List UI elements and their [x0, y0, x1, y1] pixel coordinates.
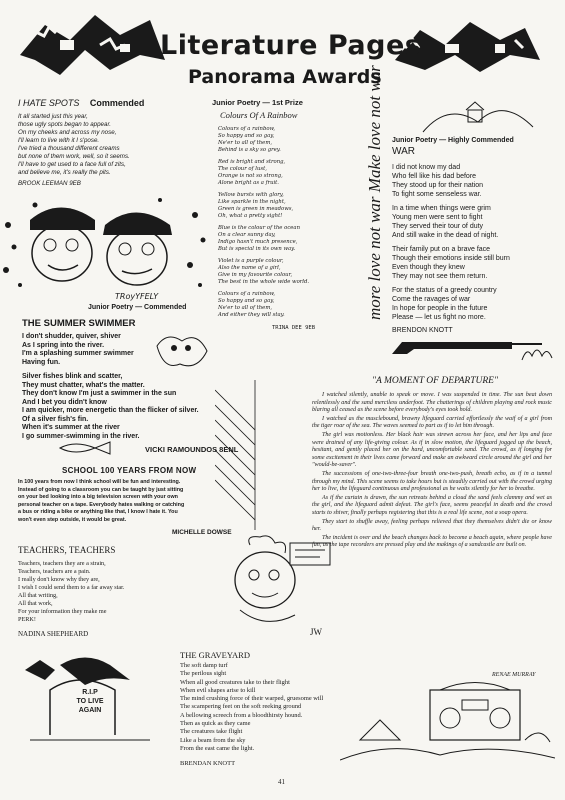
graveyard-author: BRENDAN KNOTT	[180, 760, 236, 767]
poem-line: And I bet you didn't know	[22, 398, 107, 406]
hate-spots-title: I HATE SPOTS	[18, 98, 80, 108]
poem-line: The scampering feet on the soft reeking ground	[180, 703, 302, 711]
text-line: won't even step outside, it would be great.	[18, 516, 127, 523]
poem-line: As I spring into the river.	[22, 341, 105, 349]
teachers-author: NADINA SHEPHEARD	[18, 630, 89, 638]
poem-line: I don't shudder, quiver, shiver	[22, 333, 121, 340]
war-author: BRENDON KNOTT	[392, 327, 453, 334]
war-poem	[392, 137, 557, 334]
make-love-not-war-vertical: more love not war Make love not war	[365, 65, 384, 320]
poem-line: A bellowing screech from a bloodthirsty hound.	[180, 711, 303, 719]
poem-line: Like sparkle in the night,	[218, 199, 286, 205]
poem-line: Having fun.	[22, 358, 61, 366]
summer-stanza-2	[22, 373, 199, 441]
poem-line: Like a beam from the sky	[180, 736, 246, 744]
stanza	[218, 258, 362, 286]
colours-poem	[212, 98, 362, 332]
poem-line: On a clear sunny day,	[218, 232, 276, 238]
stanza	[392, 245, 557, 281]
tombstone-text	[55, 688, 125, 715]
paragraph: The girl was motionless. Her black hair was strewn across her face, and her lips and face were drained of any life-giving colour. As if in slow motion, the lifeguard jogged up the beach, hesitant, and gently placed her on the hard, uncomfortable sand. The crowd, as if longing for some excitement in their lives came forward and make an awkward circle around the girl and her "would-be-saver".	[312, 431, 552, 469]
colours-author: TRINA DEE 9EB	[272, 325, 316, 331]
poem-line: Indigo hasn't much presence,	[218, 239, 298, 245]
poem-line: The mind crushing force of their warped, gruesome will	[180, 695, 324, 703]
text-line: a bus or riding a bike or anything like that, I know I hate it. You	[18, 509, 178, 516]
text-line: In 100 years from now I think school will be fun and interesting.	[18, 479, 181, 485]
poem-line: Though their emotions inside still burn	[392, 255, 510, 262]
graveyard-title: THE GRAVEYARD	[180, 650, 250, 660]
poem-line: And either they will stay.	[218, 312, 285, 318]
paragraph: As if the curtain is drawn, the sun retreats behind a cloud the sand feels clammy and wet as the girl, and the lifeguard admit defeat. The girl's face, seems peaceful in death and the crowd starts to shiver, finally perhaps registering that this is a real life scene, not a soap opera.	[312, 494, 552, 516]
poem-line: And still wake in the dead of night.	[392, 232, 499, 239]
departure-author: RENAE MURRAY	[492, 672, 536, 678]
poem-line: Green is green in meadows,	[218, 206, 294, 212]
paragraph: The incident is over and the beach changes back to become a beach again, where people have fun, as the tape recorders are pressed play and the makings of a sandcastle are built on.	[312, 534, 552, 549]
page-number: 41	[278, 778, 285, 786]
poem-line: and believe me, it's really the pits.	[18, 169, 111, 176]
poem-line: Of a silver fish's fin.	[22, 415, 89, 423]
poem-line: The perilous sight	[180, 670, 227, 678]
departure-title: "A MOMENT OF DEPARTURE"	[372, 376, 498, 386]
school-text	[18, 479, 223, 525]
poem-line: For your information they make me	[18, 608, 107, 615]
poem-line: They stood up for their nation	[392, 182, 484, 189]
text-line: on your bed looking into a big television screen with your own	[18, 494, 178, 501]
poem-line: I've tried a thousand different creams	[18, 145, 120, 152]
poem-line: those ugly spots began to appear.	[18, 121, 111, 128]
departure-body	[312, 392, 552, 551]
poem-line: Oh, what a pretty sight!	[218, 213, 283, 219]
summer-stanza-1	[22, 333, 134, 367]
cartoon-award: Junior Poetry — Commended	[88, 304, 187, 311]
poem-line: Colours of a rainbow,	[218, 291, 276, 297]
poem-line: The soft damp turf	[180, 662, 228, 669]
cartoon-heads-illustration	[0, 185, 210, 315]
tombstone-line: TO LIVE	[76, 698, 104, 705]
poem-line: So happy and so gay,	[218, 298, 275, 304]
poem-line: Teachers, teachers are a pain.	[18, 568, 91, 575]
poem-line: On my cheeks and across my nose,	[18, 129, 117, 136]
poem-line: Blue is the colour of the ocean	[218, 225, 300, 231]
poem-line: I really don't know why they are,	[18, 576, 100, 583]
poem-line: I wish I could send them to a far away star.	[18, 584, 125, 591]
poem-line: When it's summer at the river	[22, 424, 120, 431]
poem-line: Violet is a purple colour,	[218, 258, 284, 264]
poem-line: Young men were sent to fight	[392, 214, 483, 221]
war-stanzas	[392, 163, 557, 322]
page-title: Literature Pages	[160, 30, 422, 61]
hate-spots-lines	[18, 113, 208, 177]
poem-line: I'll have to get used to a face full of zits,	[18, 161, 126, 168]
poem-line: PERK!	[18, 616, 36, 623]
tombstone-line: R.I.P	[82, 689, 98, 696]
poem-line: The creatures take flight	[180, 728, 243, 736]
stanza	[218, 225, 362, 253]
swimmer-sketch-icon	[152, 326, 210, 374]
school-title: SCHOOL 100 YEARS FROM NOW	[62, 466, 197, 475]
summer-author: VICKI RAMOUNDOS 8ENL	[145, 445, 239, 454]
war-title: WAR	[392, 146, 415, 157]
poem-line: I'm a splashing summer swimmer	[22, 350, 134, 357]
poem-line: Colours of a rainbow,	[218, 126, 276, 132]
cartoon-signature: TRoyYFELY	[115, 292, 159, 301]
poem-line: I did not know my dad	[392, 164, 461, 171]
poem-line: I am quicker, more energetic than the flicker of silver.	[22, 407, 199, 414]
fish-sketch-icon	[55, 440, 115, 456]
paragraph: They start to shuffle away, feeling perhaps relieved that they themselves didn't die or know her.	[312, 518, 552, 533]
poem-line: For the status of a greedy country	[392, 287, 497, 294]
poem-line: All that writing,	[18, 592, 58, 599]
graveyard-lines	[180, 662, 323, 753]
poem-line: Ne'er to all of them,	[218, 140, 273, 146]
svg-text:JW: JW	[310, 627, 322, 637]
poem-line: In hope for people in the future	[392, 305, 488, 312]
hate-spots-poem	[18, 98, 208, 188]
poem-line: From the east came the light.	[180, 744, 255, 752]
poem-line: They may not see them return.	[392, 273, 488, 280]
stanza	[218, 192, 362, 220]
poem-line: Red is bright and strong,	[218, 159, 286, 165]
poem-line: Who fell like his dad before	[392, 173, 477, 180]
colours-title: Colours Of A Rainbow	[220, 110, 298, 120]
poem-line: Orange is not so strong,	[218, 173, 283, 179]
poem-line: but none of them work, well, so it seems.	[18, 153, 130, 160]
poem-line: Then as quick as they came	[180, 720, 251, 728]
paragraph: I watched as the musclebound, brawny lifeguard carried effortlessly the waif of a girl from the tiger roar of the sea. The waves seemed to part as if to let him through.	[312, 415, 552, 430]
poem-line: When evil shapes arise to kill	[180, 686, 256, 694]
page-subtitle: Panorama Awards	[188, 66, 382, 88]
stanza	[392, 204, 557, 240]
poem-line: They must chatter, what's the matter.	[22, 381, 145, 389]
hate-spots-author: BROOK LEEMAN 9EB	[18, 180, 81, 187]
stanza	[218, 126, 362, 154]
paragraph: The successions of one-two-three-four breath one-two-push, breath echo, as if in a tunnel through my mind. This scene seems to take hours but is steadily carried out with the crowd urging her to live, the lifeguard continuous and professional as he waits silently for her to breathe.	[312, 470, 552, 493]
poem-line: Behind is a sky so grey.	[218, 147, 281, 153]
poem-line: Teachers, teachers they are a strain,	[18, 560, 106, 567]
poem-line: When all good creatures take to their flight	[180, 678, 290, 686]
poem-line: But is special in its own way.	[218, 246, 296, 252]
poem-line: Come the ravages of war	[392, 296, 471, 303]
stanza	[218, 291, 362, 319]
poem-line: All that work,	[18, 600, 53, 607]
poem-line: They don't know I'm just a swimmer in the sun	[22, 390, 177, 397]
colours-prize: Junior Poetry — 1st Prize	[212, 98, 303, 107]
text-line: Instead of going to a classroom you can be taught by just sitting	[18, 486, 184, 493]
war-award: Junior Poetry — Highly Commended	[392, 137, 514, 144]
text-line: personal teacher on a tape. Everybody hates walking or catching	[18, 501, 185, 508]
poem-line: Please — let us fight no more.	[392, 314, 486, 321]
teachers-title: TEACHERS, TEACHERS	[18, 545, 116, 555]
poem-line: Alone bright as a fruit.	[218, 180, 279, 186]
poem-line: Give in my favourite colour,	[218, 272, 293, 278]
paragraph: I watched silently, unable to speak or move. I was suspended in time. The sun beat down relentlessly and the sand merciless underfoot. The chatterings of children playing and rock music blaring all ceased as the scene before everybody's eyes took hold.	[312, 392, 552, 414]
school-author: MICHELLE DOWSE	[172, 529, 232, 536]
hate-spots-award: Commended	[89, 98, 145, 108]
poem-line: To fight some senseless war.	[392, 191, 482, 198]
poem-line: It all started just this year,	[18, 113, 88, 120]
poem-line: Yellow bursts with glory,	[218, 192, 284, 198]
teachers-lines	[18, 560, 124, 624]
poem-line: They served their tour of duty	[392, 223, 484, 230]
tombstone-line: AGAIN	[78, 707, 102, 714]
colours-stanzas	[218, 126, 362, 319]
poem-line: Also the name of a girl,	[218, 265, 281, 271]
poem-line: The best in the whole wide world.	[218, 279, 310, 285]
stanza	[392, 163, 557, 199]
poem-line: Ne'er to all of them,	[218, 305, 273, 311]
beach-boombox-sketch	[340, 680, 555, 770]
poem-line: Even though they knew	[392, 264, 465, 271]
stanza	[392, 286, 557, 322]
poem-line: I go summer-swimming in the river.	[22, 432, 140, 440]
poem-line: I'll learn to live with it I s'pose.	[18, 137, 100, 144]
rifle-illustration	[392, 332, 557, 364]
poem-line: Their family put on a brave face	[392, 246, 491, 253]
poem-line: Silver fishes blink and scatter,	[22, 373, 123, 380]
summer-title: THE SUMMER SWIMMER	[22, 318, 136, 329]
poem-line: So happy and so gay,	[218, 133, 275, 139]
stanza	[218, 159, 362, 187]
poem-line: The colour of lust,	[218, 166, 267, 172]
poem-line: In a time when things were grim	[392, 205, 491, 212]
landscape-sketch-icon	[418, 92, 538, 137]
